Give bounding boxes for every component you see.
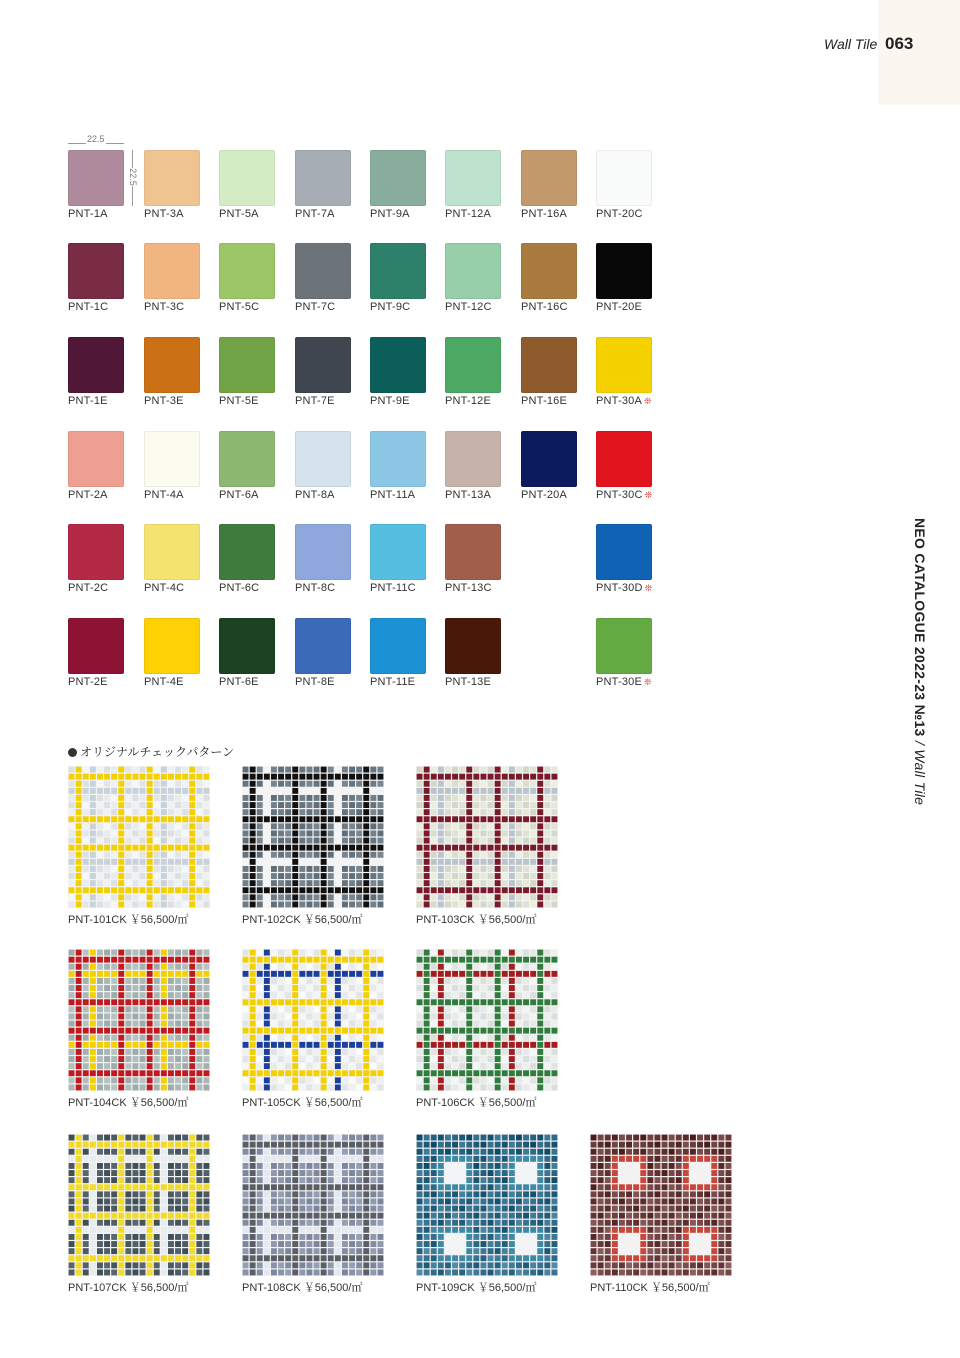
- pattern-label: [68, 1279, 188, 1295]
- pattern-code: PNT-102CK: [242, 914, 301, 926]
- tile-code: PNT-30E: [596, 676, 643, 688]
- check-pattern-tile: [242, 1134, 384, 1276]
- tile-code: PNT-11C: [370, 582, 416, 594]
- tile-code: PNT-6A: [219, 489, 259, 501]
- tile-code: PNT-5C: [219, 301, 260, 313]
- special-order-mark-icon: ❊: [644, 396, 652, 406]
- pattern-code: PNT-110CK: [590, 1282, 648, 1294]
- check-pattern-tile: [590, 1134, 732, 1276]
- pattern-label: [68, 1094, 188, 1110]
- tile-code: PNT-11A: [370, 489, 416, 501]
- tile-code: PNT-13C: [445, 582, 492, 594]
- section-label: Wall Tile: [824, 36, 878, 52]
- special-order-mark-icon: ❊: [644, 490, 653, 500]
- tile-code: PNT-13A: [445, 489, 492, 501]
- tile-code: PNT-3E: [144, 395, 184, 407]
- pattern-label: [242, 1094, 362, 1110]
- tile-code: PNT-7E: [295, 395, 335, 407]
- pattern-label: [416, 1279, 536, 1295]
- tile-code: PNT-20A: [521, 489, 568, 501]
- pattern-label: [242, 1279, 362, 1295]
- tile-code: PNT-5E: [219, 395, 259, 407]
- pattern-price: ￥56,500/㎡: [303, 914, 363, 926]
- check-pattern-tile: [68, 1134, 210, 1276]
- pattern-price: ￥56,500/㎡: [129, 914, 189, 926]
- patterns-title-text: オリジナルチェックパターン: [80, 745, 235, 759]
- tile-code: PNT-20C: [596, 208, 643, 220]
- tile-code: PNT-30A: [596, 395, 643, 407]
- tile-code: PNT-9C: [370, 301, 411, 313]
- tile-code: PNT-16A: [521, 208, 568, 220]
- tile-code: PNT-6E: [219, 676, 259, 688]
- pattern-price: ￥56,500/㎡: [129, 1282, 189, 1294]
- tile-code: PNT-8A: [295, 489, 335, 501]
- pattern-code: PNT-103CK: [416, 914, 475, 926]
- tile-code: PNT-30D: [596, 582, 643, 594]
- check-pattern-tile: [416, 766, 558, 908]
- tile-code: PNT-12C: [445, 301, 492, 313]
- tile-code: PNT-8C: [295, 582, 336, 594]
- pattern-code: PNT-108CK: [242, 1282, 301, 1294]
- tile-code: PNT-9E: [370, 395, 410, 407]
- tile-code: PNT-20E: [596, 301, 643, 313]
- tile-code: PNT-5A: [219, 208, 259, 220]
- pattern-label: [590, 1279, 710, 1295]
- pattern-label: [68, 911, 188, 927]
- pattern-code: PNT-109CK: [416, 1282, 475, 1294]
- page-number: 063: [885, 34, 914, 53]
- tile-code: PNT-7C: [295, 301, 336, 313]
- catalogue-name: NEO CATALOGUE 2022-23 №13: [912, 518, 928, 737]
- width-dimension-value: 22.5: [87, 134, 105, 144]
- tile-code: PNT-13E: [445, 676, 492, 688]
- pattern-price: ￥56,500/㎡: [477, 1282, 537, 1294]
- pattern-price: ￥56,500/㎡: [477, 1097, 537, 1109]
- pattern-price: ￥56,500/㎡: [129, 1097, 189, 1109]
- tile-code: PNT-6C: [219, 582, 260, 594]
- pattern-label: [242, 911, 362, 927]
- tile-code: PNT-11E: [370, 676, 416, 688]
- check-pattern-tile: [242, 766, 384, 908]
- tile-code: PNT-3A: [144, 208, 184, 220]
- tile-code: PNT-2A: [68, 489, 108, 501]
- special-order-mark-icon: ❊: [644, 583, 653, 593]
- tile-code: PNT-12A: [445, 208, 492, 220]
- tile-code: PNT-16E: [521, 395, 568, 407]
- special-order-mark-icon: ❊: [644, 677, 652, 687]
- tile-code: PNT-16C: [521, 301, 568, 313]
- tile-code: PNT-7A: [295, 208, 335, 220]
- pattern-price: ￥56,500/㎡: [650, 1282, 710, 1294]
- tile-code: PNT-4C: [144, 582, 185, 594]
- tile-code: PNT-1A: [68, 208, 108, 220]
- tile-code: PNT-4A: [144, 489, 184, 501]
- pattern-price: ￥56,500/㎡: [303, 1282, 363, 1294]
- check-pattern-tile: [68, 949, 210, 1091]
- tile-code: PNT-30C: [596, 489, 643, 501]
- tile-code: PNT-2E: [68, 676, 108, 688]
- pattern-label: [416, 1094, 536, 1110]
- tile-code: PNT-2C: [68, 582, 109, 594]
- check-pattern-tile: [416, 1134, 558, 1276]
- tile-code: PNT-8E: [295, 676, 335, 688]
- pattern-code: PNT-105CK: [242, 1097, 301, 1109]
- catalogue-section: / Wall Tile: [912, 740, 928, 806]
- check-pattern-tile: [68, 766, 210, 908]
- tile-code: PNT-1C: [68, 301, 109, 313]
- height-dimension-value: 22.5: [127, 168, 138, 186]
- pattern-price: ￥56,500/㎡: [477, 914, 537, 926]
- tile-code: PNT-12E: [445, 395, 492, 407]
- tile-code: PNT-1E: [68, 395, 108, 407]
- pattern-code: PNT-104CK: [68, 1097, 127, 1109]
- pattern-code: PNT-107CK: [68, 1282, 127, 1294]
- pattern-code: PNT-106CK: [416, 1097, 475, 1109]
- tile-code: PNT-3C: [144, 301, 185, 313]
- tile-code: PNT-4E: [144, 676, 184, 688]
- pattern-label: [416, 911, 536, 927]
- check-pattern-tile: [416, 949, 558, 1091]
- tile-code: PNT-9A: [370, 208, 410, 220]
- pattern-code: PNT-101CK: [68, 914, 127, 926]
- check-pattern-tile: [242, 949, 384, 1091]
- pattern-price: ￥56,500/㎡: [303, 1097, 363, 1109]
